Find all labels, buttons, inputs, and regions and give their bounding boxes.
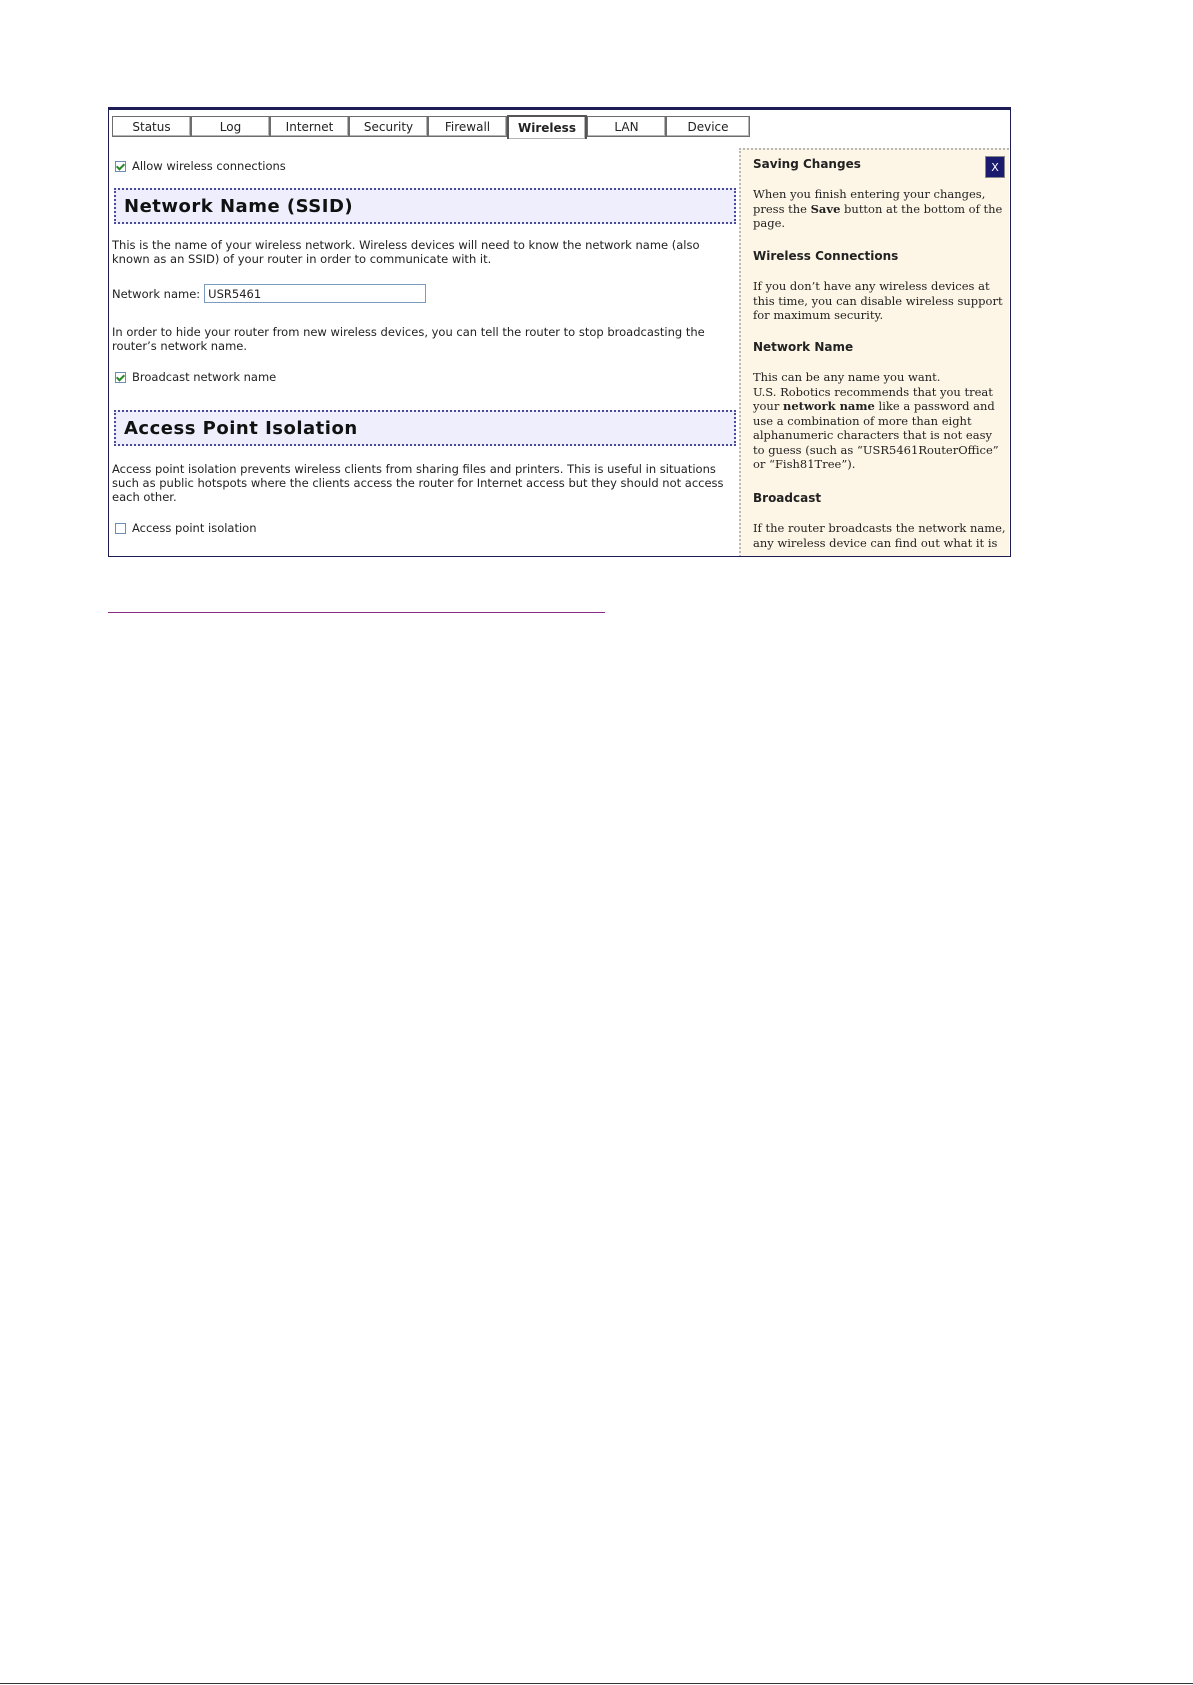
network-name-row xyxy=(112,284,426,303)
section-ap-isolation xyxy=(114,410,736,446)
help-heading-broadcast: Broadcast xyxy=(753,491,822,505)
close-help-button[interactable]: X xyxy=(985,156,1005,178)
section-title-ap-isolation: Access Point Isolation xyxy=(124,418,358,439)
help-text-network-name: This can be any name you want. U.S. Robotics recommends that you treat your network name like a password and use a combination of more than eight alphanumeric characters that is not easy to guess (such as “USR5461RouterOffice” or “Fish81Tree”). xyxy=(753,370,999,471)
allow-wireless-row[interactable] xyxy=(115,158,286,174)
tab-firewall[interactable]: Firewall xyxy=(428,116,507,137)
help-heading-network-name: Network Name xyxy=(753,340,854,354)
router-config-screenshot xyxy=(108,107,1011,557)
tab-wireless[interactable]: Wireless xyxy=(507,115,587,139)
network-name-description: This is the name of your wireless network. Wireless devices will need to know the network name (also known as an SSID) of your router in order to communicate with it. xyxy=(112,238,700,266)
page-bottom-rule xyxy=(0,1683,1193,1684)
section-title-network-name: Network Name (SSID) xyxy=(124,196,354,217)
help-text-wireless: If you don’t have any wireless devices at this time, you can disable wireless support for maximum security. xyxy=(753,279,1003,322)
hyperlink-underline[interactable] xyxy=(108,612,605,613)
ap-isolation-description: Access point isolation prevents wireless clients from sharing files and printers. This is useful in situations such as public hotspots where the clients access the router for Internet access but they should not access each other. xyxy=(112,462,724,504)
help-heading-saving: Saving Changes xyxy=(753,157,861,171)
broadcast-checkbox[interactable] xyxy=(115,372,126,383)
section-network-name xyxy=(114,188,736,224)
tab-internet[interactable]: Internet xyxy=(270,116,349,137)
tab-log[interactable]: Log xyxy=(191,116,270,137)
help-text-broadcast: If the router broadcasts the network name, any wireless device can find out what it is xyxy=(753,521,1006,550)
tab-security[interactable]: Security xyxy=(349,116,428,137)
allow-wireless-label: Allow wireless connections xyxy=(132,159,286,173)
tab-lan[interactable]: LAN xyxy=(587,116,666,137)
broadcast-row[interactable] xyxy=(115,369,276,385)
network-name-label: Network name: xyxy=(112,286,201,301)
broadcast-label: Broadcast network name xyxy=(132,370,277,384)
help-panel xyxy=(739,148,1009,557)
tab-status[interactable]: Status xyxy=(112,116,191,137)
help-heading-wireless: Wireless Connections xyxy=(753,249,899,263)
tab-device[interactable]: Device xyxy=(666,116,750,137)
ap-isolation-label: Access point isolation xyxy=(132,521,257,535)
allow-wireless-checkbox[interactable] xyxy=(115,161,126,172)
help-text-saving: When you finish entering your changes, press the Save button at the bottom of the page. xyxy=(753,187,1003,230)
hide-router-description: In order to hide your router from new wireless devices, you can tell the router to stop broadcasting the router’s network name. xyxy=(112,325,705,353)
network-name-input[interactable] xyxy=(204,284,426,303)
ap-isolation-row[interactable] xyxy=(115,520,257,536)
ap-isolation-checkbox[interactable] xyxy=(115,523,126,534)
